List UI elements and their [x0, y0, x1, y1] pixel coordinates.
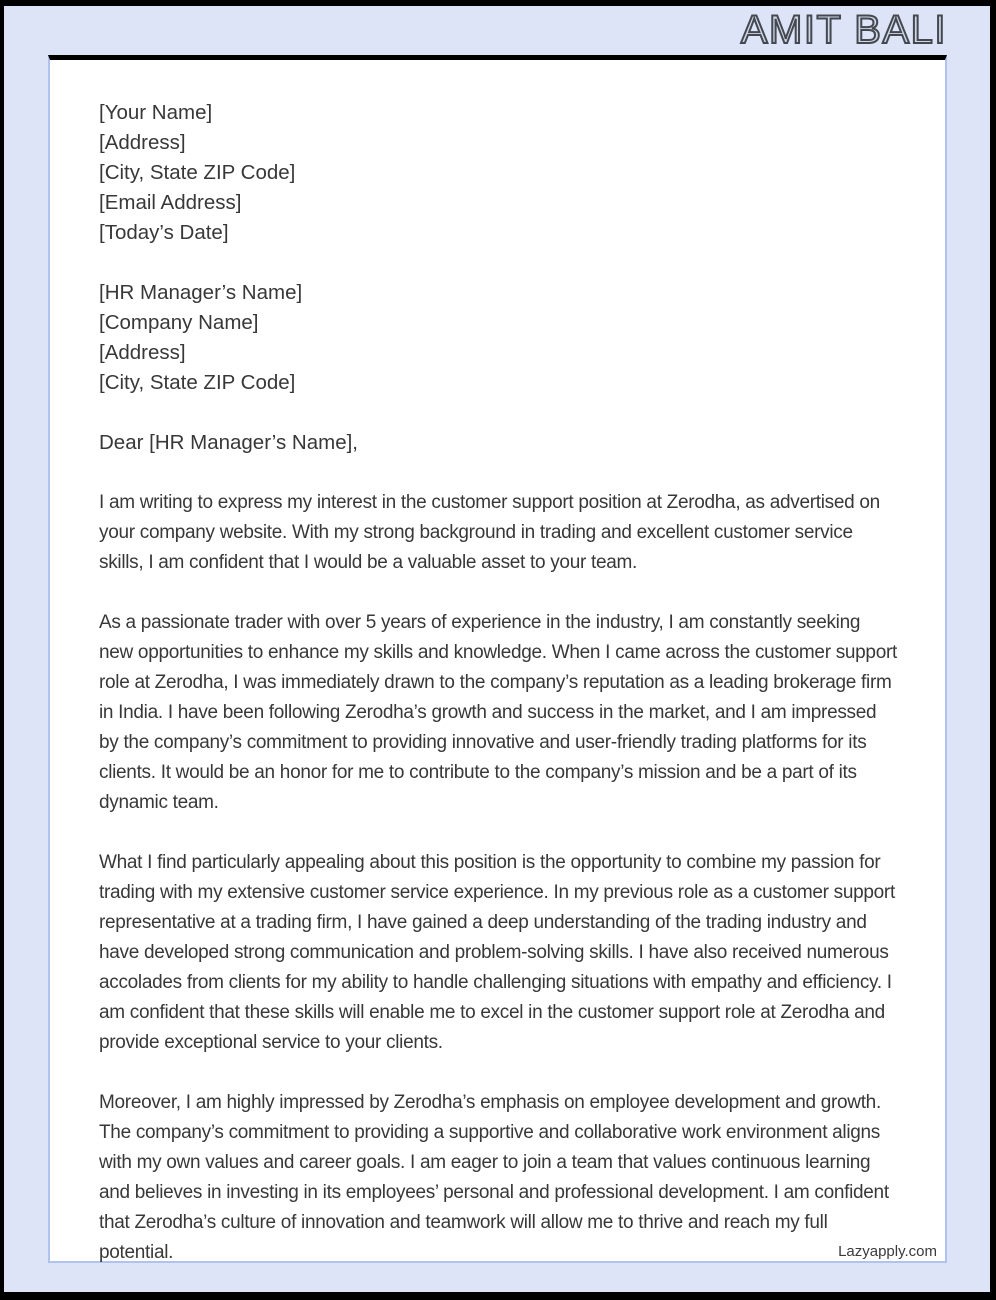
sender-email-line: [Email Address] — [99, 191, 242, 214]
sender-date-line: [Today’s Date] — [99, 221, 229, 244]
recipient-address-line: [Address] — [99, 341, 186, 364]
paragraph-skills: What I find particularly appealing about this position is the opportunity to combine my passion for trading with my extensive customer service experience. In my previous role as a customer support representative at a trading firm, I have gained a deep understanding of the trading industry and have developed strong communication and problem-solving skills. I have also received numerous accolades from clients for my ability to handle challenging situations with empathy and efficiency. I am confident that these skills will enable me to excel in the customer support role at Zerodha and provide exceptional service to your clients. — [99, 852, 895, 1053]
paragraph-culture: Moreover, I am highly impressed by Zerodha’s emphasis on employee development and growth. The company’s commitment to providing a supportive and collaborative work environment aligns with my own values and career goals. I am eager to join a team that values continuous learning and believes in investing in its employees’ personal and professional development. I am confident that Zerodha’s culture of innovation and teamwork will allow me to thrive and reach my full potential. — [99, 1092, 889, 1263]
salutation: Dear [HR Manager’s Name], — [99, 431, 359, 454]
sender-address-line: [Address] — [99, 131, 186, 154]
author-name-heading: AMIT BALI — [740, 8, 947, 52]
recipient-address-block — [99, 278, 899, 398]
sender-name-line: [Your Name] — [99, 101, 213, 124]
watermark-text: Lazyapply.com — [832, 1243, 937, 1261]
letter-page — [48, 55, 947, 1263]
letter-body — [99, 98, 899, 1268]
recipient-name-line: [HR Manager’s Name] — [99, 281, 303, 304]
recipient-company-line: [Company Name] — [99, 311, 259, 334]
paragraph-experience: As a passionate trader with over 5 years of experience in the industry, I am constantly seeking new opportunities to enhance my skills and knowledge. When I came across the customer support role at Zerodha, I was immediately drawn to the company’s reputation as a leading brokerage firm in India. I have been following Zerodha’s growth and success in the market, and I am impressed by the company’s commitment to providing innovative and user-friendly trading platforms for its clients. It would be an honor for me to contribute to the company’s mission and be a part of its dynamic team. — [99, 612, 897, 813]
sender-address-block — [99, 98, 899, 248]
sender-city-line: [City, State ZIP Code] — [99, 161, 296, 184]
recipient-city-line: [City, State ZIP Code] — [99, 371, 296, 394]
paragraph-intro: I am writing to express my interest in the customer support position at Zerodha, as advertised on your company website. With my strong background in trading and excellent customer service skills, I am confident that I would be a valuable asset to your team. — [99, 492, 880, 573]
